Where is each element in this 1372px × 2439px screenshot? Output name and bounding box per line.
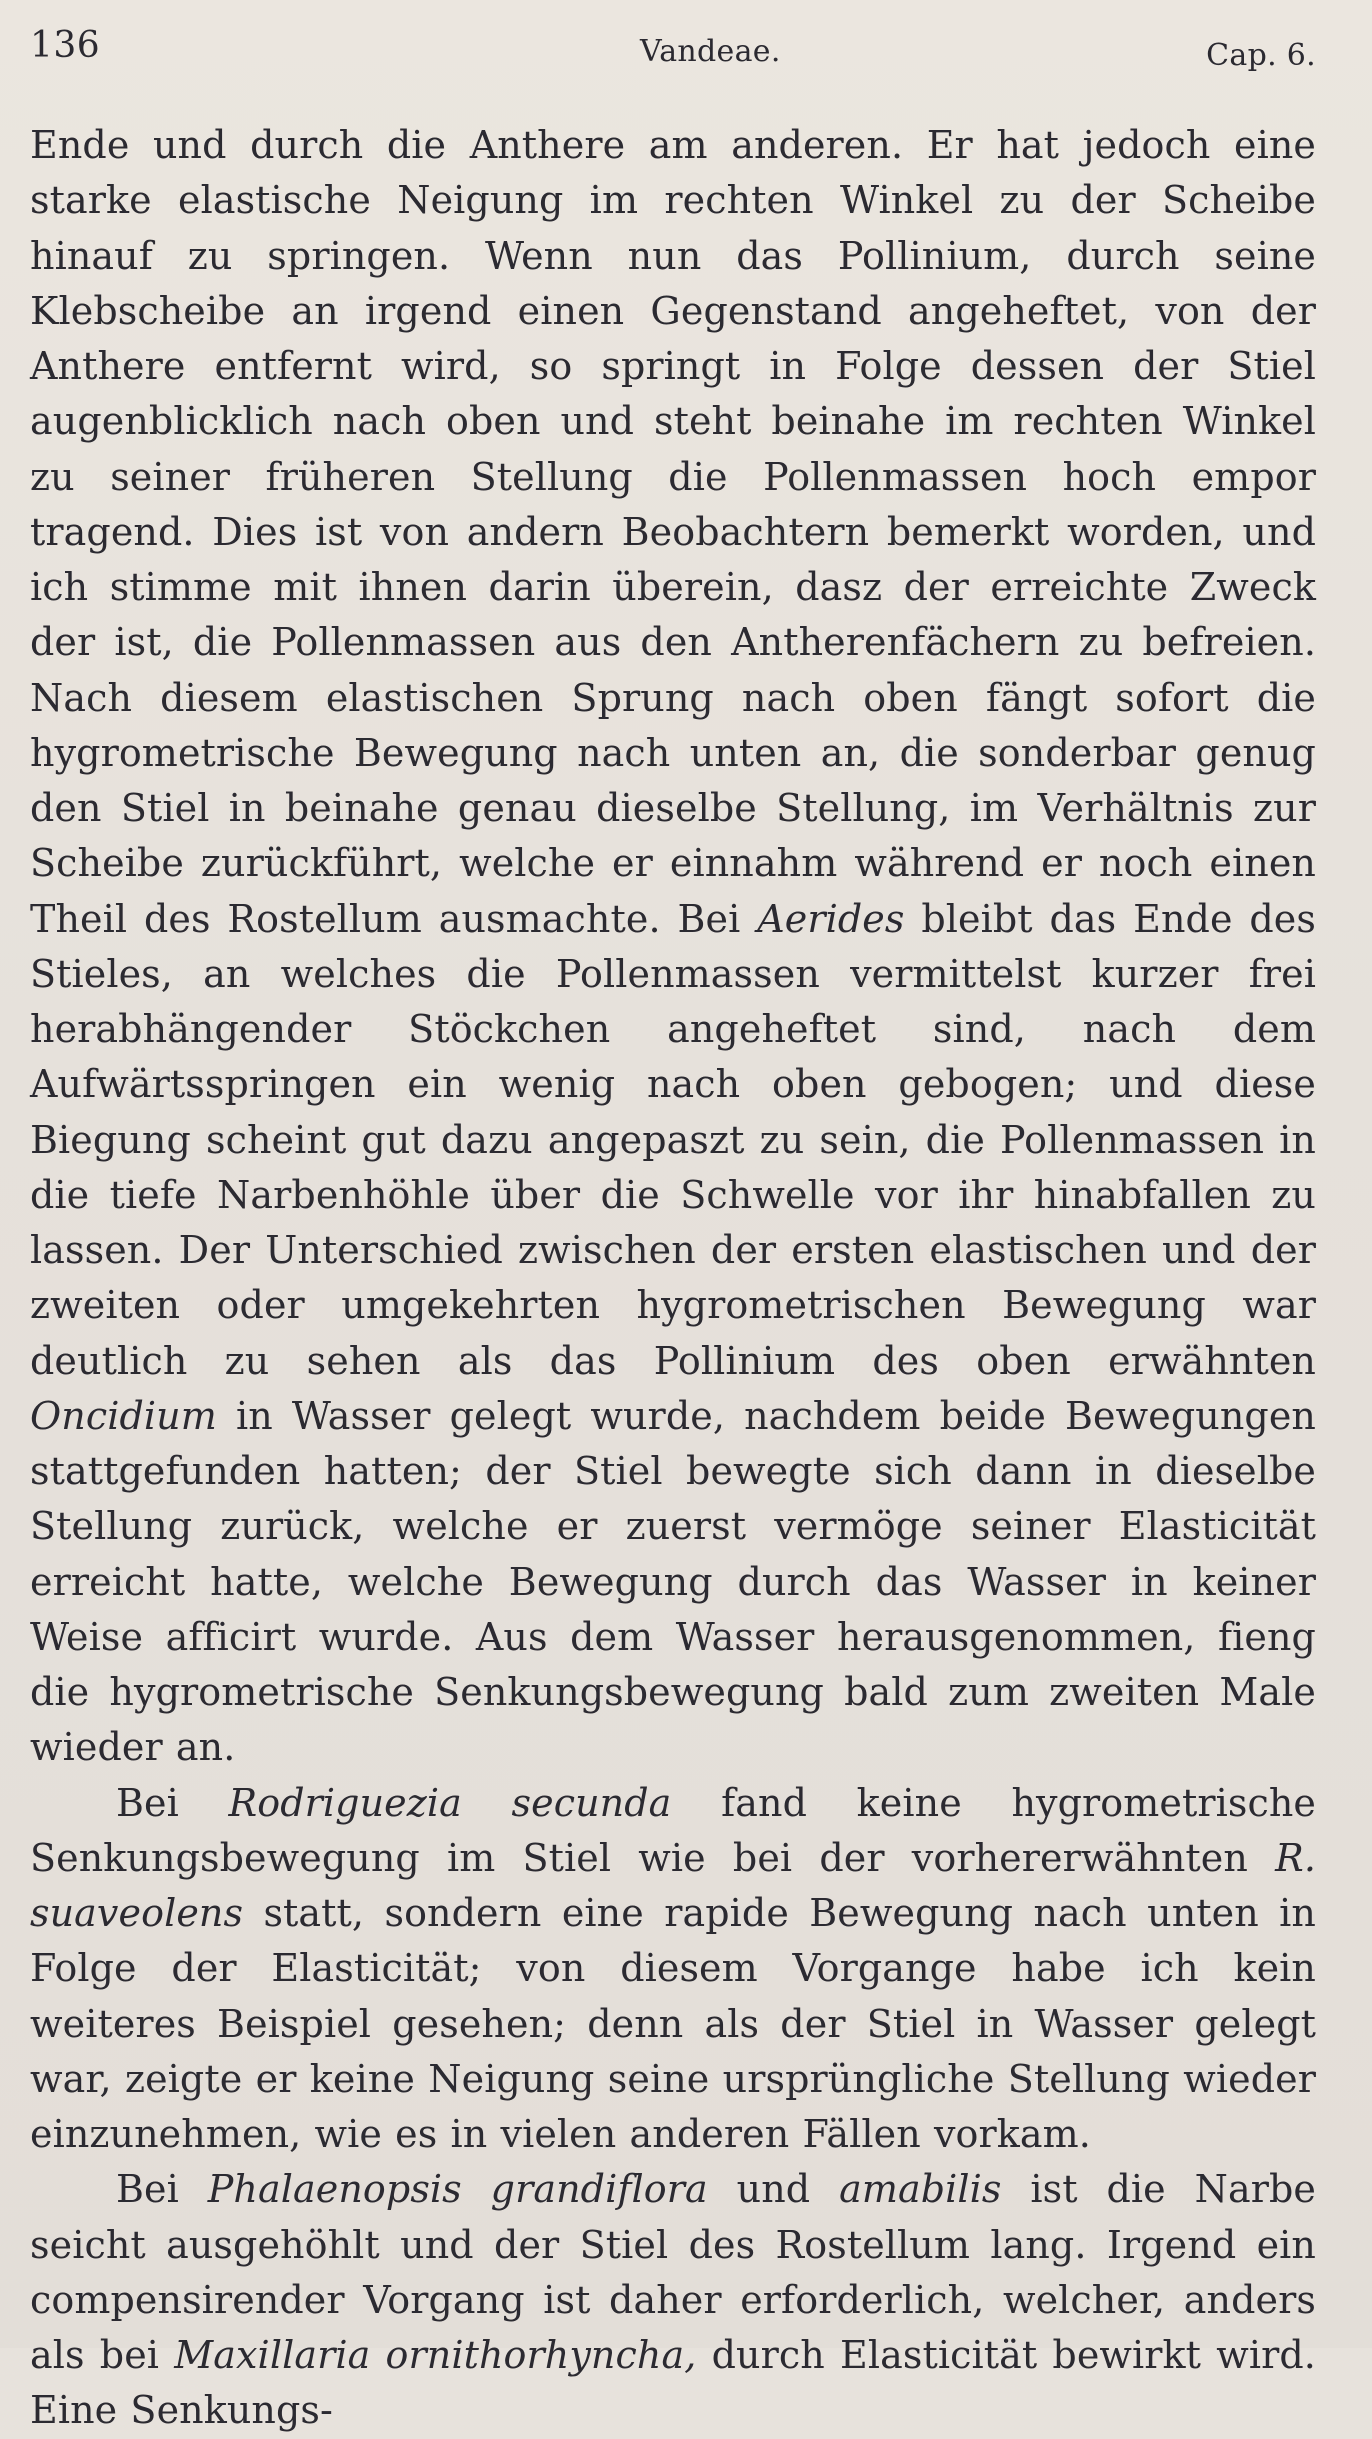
page-number: 136 xyxy=(30,25,101,66)
italic-text-run: Aerides xyxy=(757,896,905,941)
italic-text-run: Maxillaria ornithorhyncha, xyxy=(174,2333,697,2377)
text-run: Bei xyxy=(116,2167,208,2212)
text-run: bleibt das Ende des Stieles, an welches die Pollenmassen vermittelst kurzer frei herabhängender Stöckchen angeheftet sind, nach dem Aufwärtsspringen ein wenig nach oben gebogen; und diese Biegung scheint gut dazu angepaszt zu sein, die Pollenmassen in die tiefe Narbenhöhle über die Schwelle vor ihr hinabfallen zu lassen. Der Unterschied zwischen der ersten elastischen und der zweiten oder umgekehrten hygrometrischen Bewegung war deutlich zu sehen als das Pollinium des oben erwähnten xyxy=(30,896,1316,1383)
italic-text-run: R. suaveolens xyxy=(30,1835,1316,1935)
paragraph xyxy=(30,2162,1316,2438)
italic-text-run: amabilis xyxy=(839,2167,1002,2212)
text-run: in Wasser gelegt wurde, nachdem beide Bewegungen stattgefunden hatten; der Stiel bewegte sich dann in dieselbe Stellung zurück, welche er zuerst vermöge seiner Elasticität erreicht hatte, welche Bewegung durch das Wasser in keiner Weise afficirt wurde. Aus dem Wasser herausgenommen, fieng die hygrometrische Senkungsbewegung bald zum zweiten Male wieder an. xyxy=(30,1393,1316,1770)
paragraph xyxy=(30,118,1316,1776)
running-head: Vandeae. xyxy=(640,34,781,69)
text-run: statt, sondern eine rapide Bewegung nach unten in Folge der Elasticität; von diesem Vorgange habe ich kein weiteres Beispiel gesehen; denn als der Stiel in Wasser gelegt war, zeigte er keine Neigung seine ursprüngliche Stellung wieder einzunehmen, wie es in vielen anderen Fällen vorkam. xyxy=(30,1891,1316,2156)
text-run: Bei xyxy=(116,1780,229,1825)
text-run: Ende und durch die Anthere am anderen. Er hat jedoch eine starke elastische Neigung im rechten Winkel zu der Scheibe hinauf zu springen. Wenn nun das Pollinium, durch seine Klebscheibe an irgend einen Gegenstand angeheftet, von der Anthere entfernt wird, so springt in Folge dessen der Stiel augenblicklich nach oben und steht beinahe im rechten Winkel zu seiner früheren Stellung die Pollenmassen hoch empor tragend. Dies ist von andern Beobachtern bemerkt worden, und ich stimme mit ihnen darin überein, dasz der erreichte Zweck der ist, die Pollenmassen aus den Antherenfächern zu befreien. Nach diesem elastischen Sprung nach oben fängt sofort die hygrometrische Bewegung nach unten an, die sonderbar genug den Stiel in beinahe genau dieselbe Stellung, im Verhältnis zur Scheibe zurückführt, welche er einnahm während er noch einen Theil des Rostellum ausmachte. Bei xyxy=(30,123,1316,941)
page-header xyxy=(30,18,1316,82)
chapter-label: Cap. 6. xyxy=(1206,38,1316,73)
body-text xyxy=(30,118,1316,2439)
italic-text-run: Oncidium xyxy=(30,1393,217,1438)
text-run: durch Elasticität bewirkt wird. Eine Senkungs- xyxy=(30,2333,1316,2433)
text-run: fand keine hygrometrische Senkungsbewegung im Stiel wie bei der vorhererwähnten xyxy=(30,1780,1317,1880)
italic-text-run: Phalaenopsis grandiflora xyxy=(207,2167,708,2212)
italic-text-run: Rodriguezia secunda xyxy=(228,1780,672,1825)
paragraph xyxy=(30,1776,1316,2163)
text-run: ist die Narbe seicht ausgehöhlt und der Stiel des Rostellum lang. Irgend ein compensirender Vorgang ist daher erforderlich, welcher, anders als bei xyxy=(30,2167,1316,2377)
text-run: und xyxy=(707,2167,840,2212)
